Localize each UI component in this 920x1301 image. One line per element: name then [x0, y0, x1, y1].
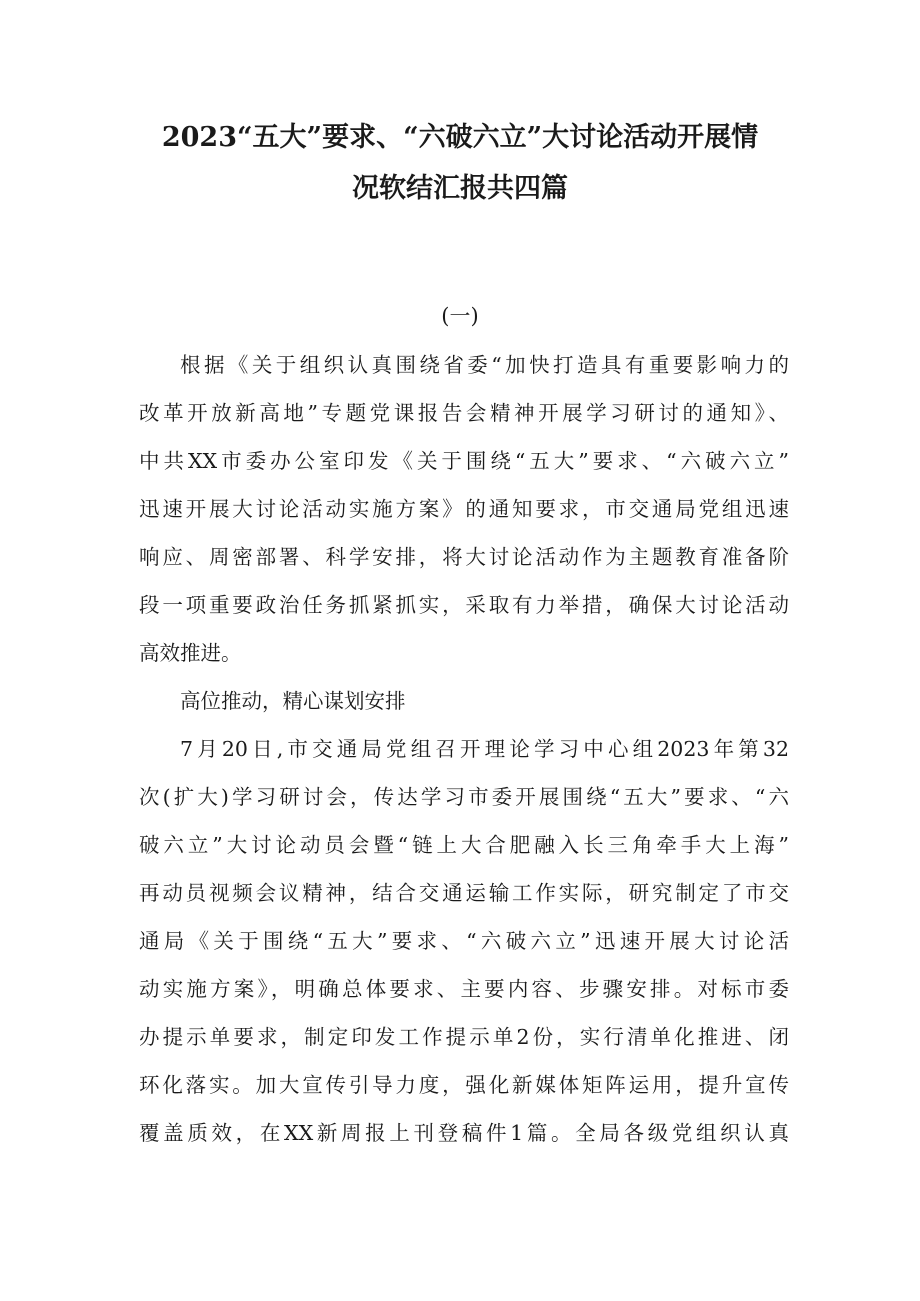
paragraph-line: 根据《关于组织认真围绕省委“加快打造具有重要影响力的	[180, 353, 789, 377]
paragraph-line: 次(扩大)学习研讨会，传达学习市委开展围绕“五大”要求、“六	[139, 785, 789, 809]
paragraph-line: 动实施方案》，明确总体要求、主要内容、步骤安排。对标市委	[139, 977, 789, 1001]
paragraph-line: 环化落实。加大宣传引导力度，强化新媒体矩阵运用，提升宣传	[139, 1073, 789, 1097]
paragraph-line: 破六立”大讨论动员会暨“链上大合肥融入长三角牵手大上海”	[139, 833, 789, 857]
paragraph-line: 段一项重要政治任务抓紧抓实，采取有力举措，确保大讨论活动	[139, 593, 789, 617]
paragraph-line: 通局《关于围绕“五大”要求、“六破六立”迅速开展大讨论活	[139, 929, 789, 953]
section-heading-text: 高位推动，精心谋划安排	[180, 689, 406, 713]
paragraph-line: 办提示单要求，制定印发工作提示单2份，实行清单化推进、闭	[139, 1025, 789, 1049]
paragraph-line: 高效推进。	[139, 641, 242, 665]
paragraph-1	[139, 341, 789, 677]
paragraph-2	[139, 725, 789, 1157]
paragraph-line: 改革开放新高地”专题党课报告会精神开展学习研讨的通知》、	[139, 401, 789, 425]
section-number: (一)	[441, 304, 479, 328]
paragraph-line: 7月20日,市交通局党组召开理论学习中心组2023年第32	[180, 737, 789, 761]
document-title	[120, 112, 800, 214]
paragraph-line: 再动员视频会议精神，结合交通运输工作实际，研究制定了市交	[139, 881, 789, 905]
paragraph-line: 响应、周密部署、科学安排，将大讨论活动作为主题教育准备阶	[139, 545, 789, 569]
paragraph-line: 覆盖质效，在XX新周报上刊登稿件1篇。全局各级党组织认真	[139, 1121, 789, 1145]
title-line: 2023“五大”要求、“六破六立”大讨论活动开展情	[161, 122, 759, 153]
paragraph-line: 中共XX市委办公室印发《关于围绕“五大”要求、“六破六立”	[139, 449, 789, 473]
paragraph-line: 迅速开展大讨论活动实施方案》的通知要求，市交通局党组迅速	[139, 497, 789, 521]
title-line: 况软结汇报共四篇	[352, 173, 568, 204]
section-heading	[139, 677, 789, 725]
